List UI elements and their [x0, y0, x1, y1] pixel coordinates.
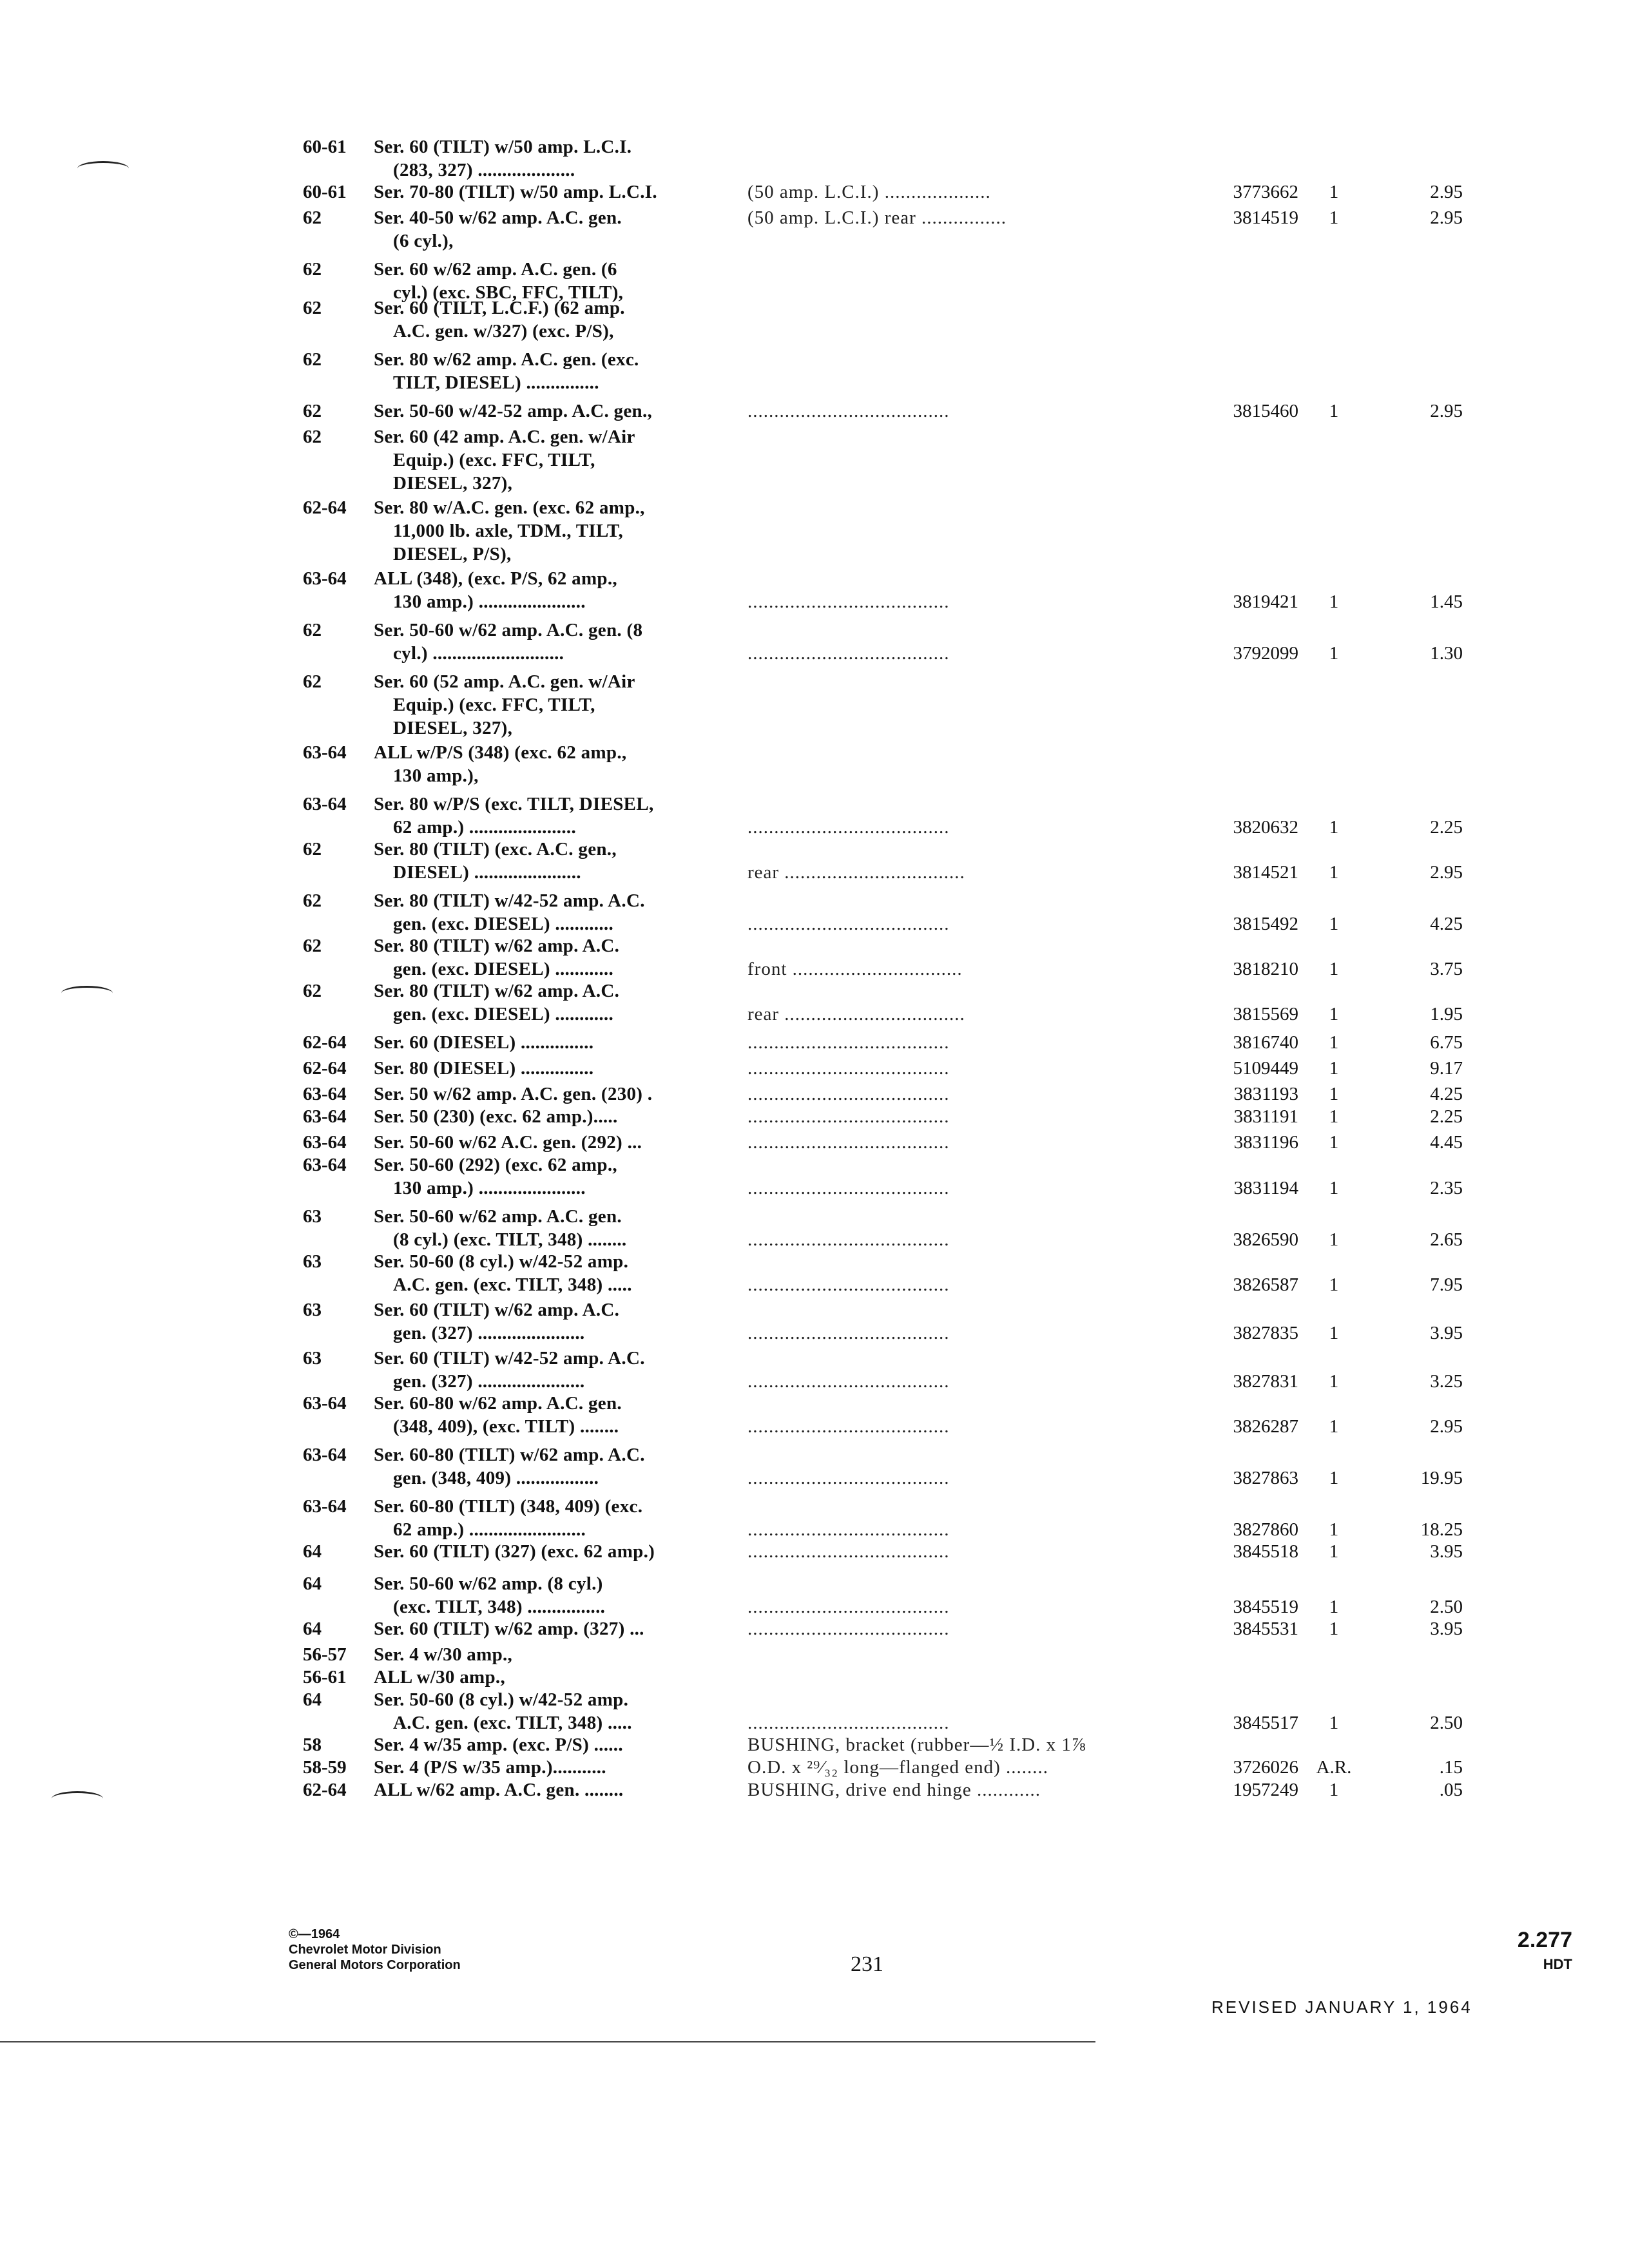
row-quantity: 1: [1329, 1032, 1339, 1053]
row-item-label: rear ..................................: [747, 862, 965, 883]
row-description-line: Ser. 50-60 (8 cyl.) w/42-52 amp.: [374, 1251, 629, 1272]
row-description-line: Ser. 50-60 w/62 amp. A.C. gen. (8: [374, 620, 643, 640]
row-item-label: ......................................: [747, 1274, 950, 1295]
row-description-line: 62 amp.) ........................: [393, 1519, 586, 1540]
row-description-line: Ser. 50-60 (8 cyl.) w/42-52 amp.: [374, 1689, 629, 1710]
row-quantity: 1: [1329, 591, 1339, 612]
row-part-number: 3814521: [1233, 862, 1298, 883]
row-quantity: 1: [1329, 1229, 1339, 1250]
row-item-label: (50 amp. L.C.I.) ....................: [747, 182, 991, 202]
row-year: 62: [303, 298, 322, 318]
row-quantity: 1: [1329, 1178, 1339, 1198]
row-part-number: 3831191: [1233, 1106, 1298, 1127]
row-price: 9.17: [1430, 1058, 1463, 1079]
row-item-label: O.D. x ²⁹⁄₃₂ long—flanged end) ........: [747, 1757, 1049, 1778]
row-description-line: Ser. 50-60 w/62 amp. (8 cyl.): [374, 1573, 603, 1594]
row-year: 63: [303, 1206, 322, 1227]
row-description-line: gen. (exc. DIESEL) ............: [393, 914, 613, 934]
row-year: 64: [303, 1619, 322, 1639]
row-quantity: 1: [1329, 914, 1339, 934]
row-description-line: 130 amp.) ......................: [393, 1178, 586, 1198]
row-year: 63-64: [303, 1155, 347, 1175]
row-year: 62: [303, 671, 322, 692]
row-year: 63-64: [303, 568, 347, 589]
row-description-line: DIESEL, P/S),: [393, 544, 512, 564]
row-part-number: 3816740: [1233, 1032, 1298, 1053]
copyright-line: ©—1964: [289, 1927, 340, 1941]
row-description-line: Ser. 80 (TILT) w/62 amp. A.C.: [374, 981, 620, 1001]
row-description-line: gen. (327) ......................: [393, 1323, 585, 1343]
row-year: 62: [303, 349, 322, 370]
row-item-label: ......................................: [747, 1416, 950, 1437]
row-description-line: DIESEL) ......................: [393, 862, 581, 883]
row-price: 2.25: [1430, 1106, 1463, 1127]
row-price: 19.95: [1420, 1468, 1463, 1488]
row-description-line: Ser. 60-80 (TILT) (348, 409) (exc.: [374, 1496, 643, 1517]
row-price: 4.45: [1430, 1132, 1463, 1153]
row-price: 6.75: [1430, 1032, 1463, 1053]
row-description-line: ALL w/62 amp. A.C. gen. ........: [374, 1780, 624, 1800]
row-description-line: Ser. 80 (TILT) (exc. A.C. gen.,: [374, 839, 617, 860]
row-year: 62-64: [303, 1032, 347, 1053]
row-description-line: Ser. 60 w/62 amp. A.C. gen. (6: [374, 259, 617, 280]
row-description-line: (283, 327) ....................: [393, 160, 575, 180]
row-price: 1.45: [1430, 591, 1463, 612]
revision-date: REVISED JANUARY 1, 1964: [1211, 1997, 1472, 2017]
row-description-line: Ser. 70-80 (TILT) w/50 amp. L.C.I.: [374, 182, 657, 202]
row-part-number: 3815460: [1233, 401, 1298, 421]
row-description-line: Ser. 60 (TILT, L.C.F.) (62 amp.: [374, 298, 625, 318]
row-quantity: 1: [1329, 1519, 1339, 1540]
row-part-number: 3826587: [1233, 1274, 1298, 1295]
row-price: 1.95: [1430, 1004, 1463, 1024]
row-description-line: gen. (exc. DIESEL) ............: [393, 959, 613, 979]
row-item-label: ......................................: [747, 914, 950, 934]
row-item-label: ......................................: [747, 643, 950, 664]
row-description-line: A.C. gen. (exc. TILT, 348) .....: [393, 1713, 632, 1733]
row-year: 63: [303, 1251, 322, 1272]
row-description-line: Ser. 60-80 w/62 amp. A.C. gen.: [374, 1393, 622, 1414]
row-quantity: 1: [1329, 1541, 1339, 1562]
row-description-line: DIESEL, 327),: [393, 718, 513, 738]
row-description-line: Equip.) (exc. FFC, TILT,: [393, 695, 595, 715]
row-year: 63-64: [303, 742, 347, 763]
row-quantity: 1: [1329, 1132, 1339, 1153]
row-description-line: A.C. gen. w/327) (exc. P/S),: [393, 321, 614, 341]
row-price: 2.95: [1430, 862, 1463, 883]
row-description-line: (exc. TILT, 348) ................: [393, 1597, 606, 1617]
row-item-label: ......................................: [747, 1132, 950, 1153]
copyright-block: [289, 1927, 461, 1973]
row-part-number: 3826287: [1233, 1416, 1298, 1437]
row-description-line: Ser. 60 (TILT) w/62 amp. A.C.: [374, 1300, 620, 1320]
row-year: 64: [303, 1541, 322, 1562]
row-description-line: (8 cyl.) (exc. TILT, 348) ........: [393, 1229, 627, 1250]
row-quantity: 1: [1329, 1274, 1339, 1295]
row-year: 58-59: [303, 1757, 347, 1778]
row-year: 63-64: [303, 1445, 347, 1465]
row-item-label: ......................................: [747, 1032, 950, 1053]
row-price: 2.50: [1430, 1713, 1463, 1733]
row-description-line: 130 amp.),: [393, 765, 479, 786]
row-description-line: Equip.) (exc. FFC, TILT,: [393, 450, 595, 470]
row-part-number: 3792099: [1233, 643, 1298, 664]
row-part-number: 3814519: [1233, 207, 1298, 228]
section-number: 2.277: [1517, 1928, 1572, 1952]
row-description-line: Ser. 60 (TILT) (327) (exc. 62 amp.): [374, 1541, 655, 1562]
row-price: .15: [1439, 1757, 1463, 1778]
punch-hole-mark: [52, 1791, 103, 1806]
row-description-line: Ser. 4 (P/S w/35 amp.)...........: [374, 1757, 606, 1778]
row-description-line: Ser. 80 w/62 amp. A.C. gen. (exc.: [374, 349, 639, 370]
row-year: 62-64: [303, 497, 347, 518]
row-item-label: ......................................: [747, 1229, 950, 1250]
row-year: 62: [303, 936, 322, 956]
section-subtitle: HDT: [1543, 1956, 1572, 1972]
row-year: 62: [303, 401, 322, 421]
row-description-line: Ser. 40-50 w/62 amp. A.C. gen.: [374, 207, 622, 228]
row-part-number: 3845517: [1233, 1713, 1298, 1733]
row-year: 63-64: [303, 1106, 347, 1127]
row-year: 63-64: [303, 1496, 347, 1517]
row-description-line: cyl.) (exc. SBC, FFC, TILT),: [393, 282, 624, 303]
row-year: 63-64: [303, 1393, 347, 1414]
row-year: 64: [303, 1689, 322, 1710]
row-description-line: 62 amp.) ......................: [393, 817, 576, 838]
row-description-line: Ser. 4 w/35 amp. (exc. P/S) ......: [374, 1735, 623, 1755]
row-item-label: BUSHING, bracket (rubber—½ I.D. x 1⅞: [747, 1735, 1086, 1755]
row-description-line: Ser. 50-60 w/62 amp. A.C. gen.: [374, 1206, 622, 1227]
row-price: 2.35: [1430, 1178, 1463, 1198]
row-description-line: ALL w/30 amp.,: [374, 1667, 506, 1687]
row-year: 63-64: [303, 1132, 347, 1153]
row-year: 62-64: [303, 1780, 347, 1800]
row-year: 62: [303, 620, 322, 640]
row-part-number: 3826590: [1233, 1229, 1298, 1250]
row-description-line: DIESEL, 327),: [393, 473, 513, 494]
row-price: 2.95: [1430, 401, 1463, 421]
row-price: 2.50: [1430, 1597, 1463, 1617]
row-year: 60-61: [303, 137, 347, 157]
punch-hole-mark: [77, 161, 129, 176]
row-description-line: gen. (327) ......................: [393, 1371, 585, 1392]
row-description-line: cyl.) ...........................: [393, 643, 564, 664]
row-item-label: ......................................: [747, 401, 950, 421]
row-part-number: 3815492: [1233, 914, 1298, 934]
row-part-number: 3831196: [1233, 1132, 1298, 1153]
row-description-line: gen. (348, 409) .................: [393, 1468, 599, 1488]
row-price: 3.75: [1430, 959, 1463, 979]
row-quantity: A.R.: [1316, 1757, 1352, 1778]
row-part-number: 3818210: [1233, 959, 1298, 979]
row-description-line: Ser. 80 w/A.C. gen. (exc. 62 amp.,: [374, 497, 645, 518]
row-description-line: Ser. 60 (TILT) w/42-52 amp. A.C.: [374, 1348, 645, 1369]
row-part-number: 3815569: [1233, 1004, 1298, 1024]
row-quantity: 1: [1329, 1371, 1339, 1392]
copyright-line: Chevrolet Motor Division: [289, 1943, 441, 1957]
row-year: 63: [303, 1348, 322, 1369]
row-price: 4.25: [1430, 1084, 1463, 1104]
row-year: 62: [303, 259, 322, 280]
row-price: 3.25: [1430, 1371, 1463, 1392]
row-quantity: 1: [1329, 1780, 1339, 1800]
row-part-number: 3726026: [1233, 1757, 1298, 1778]
row-price: 1.30: [1430, 643, 1463, 664]
row-item-label: ......................................: [747, 591, 950, 612]
row-part-number: 3827831: [1233, 1371, 1298, 1392]
row-description-line: Ser. 60 (TILT) w/62 amp. (327) ...: [374, 1619, 644, 1639]
row-price: 2.95: [1430, 182, 1463, 202]
row-price: 7.95: [1430, 1274, 1463, 1295]
row-item-label: ......................................: [747, 817, 950, 838]
row-item-label: ......................................: [747, 1468, 950, 1488]
row-description-line: ALL (348), (exc. P/S, 62 amp.,: [374, 568, 617, 589]
row-description-line: ALL w/P/S (348) (exc. 62 amp.,: [374, 742, 627, 763]
row-price: .05: [1439, 1780, 1463, 1800]
row-year: 62: [303, 890, 322, 911]
row-item-label: (50 amp. L.C.I.) rear ................: [747, 207, 1007, 228]
row-quantity: 1: [1329, 1106, 1339, 1127]
row-part-number: 3820632: [1233, 817, 1298, 838]
row-quantity: 1: [1329, 1058, 1339, 1079]
row-quantity: 1: [1329, 817, 1339, 838]
punch-hole-mark: [61, 986, 113, 1001]
row-item-label: ......................................: [747, 1058, 950, 1079]
row-item-label: rear ..................................: [747, 1004, 965, 1024]
row-description-line: Ser. 80 w/P/S (exc. TILT, DIESEL,: [374, 794, 654, 814]
row-part-number: 3831194: [1233, 1178, 1298, 1198]
row-year: 60-61: [303, 182, 347, 202]
row-item-label: ......................................: [747, 1597, 950, 1617]
row-year: 63-64: [303, 1084, 347, 1104]
row-item-label: ......................................: [747, 1084, 950, 1104]
row-description-line: Ser. 60 (TILT) w/50 amp. L.C.I.: [374, 137, 632, 157]
row-description-line: A.C. gen. (exc. TILT, 348) .....: [393, 1274, 632, 1295]
row-part-number: 3845518: [1233, 1541, 1298, 1562]
row-item-label: BUSHING, drive end hinge ............: [747, 1780, 1041, 1800]
row-part-number: 3773662: [1233, 182, 1298, 202]
row-description-line: Ser. 80 (TILT) w/62 amp. A.C.: [374, 936, 620, 956]
row-quantity: 1: [1329, 1084, 1339, 1104]
row-description-line: Ser. 50 (230) (exc. 62 amp.).....: [374, 1106, 618, 1127]
row-description-line: Ser. 50-60 (292) (exc. 62 amp.,: [374, 1155, 617, 1175]
row-part-number: 3845531: [1233, 1619, 1298, 1639]
row-quantity: 1: [1329, 643, 1339, 664]
row-year: 62: [303, 427, 322, 447]
row-price: 3.95: [1430, 1323, 1463, 1343]
row-part-number: 1957249: [1233, 1780, 1298, 1800]
row-description-line: Ser. 80 (DIESEL) ...............: [374, 1058, 594, 1079]
row-item-label: ......................................: [747, 1713, 950, 1733]
row-description-line: (6 cyl.),: [393, 231, 454, 251]
row-quantity: 1: [1329, 1323, 1339, 1343]
row-quantity: 1: [1329, 1713, 1339, 1733]
row-quantity: 1: [1329, 1468, 1339, 1488]
row-year: 63-64: [303, 794, 347, 814]
row-price: 18.25: [1420, 1519, 1463, 1540]
row-quantity: 1: [1329, 1004, 1339, 1024]
row-description-line: gen. (exc. DIESEL) ............: [393, 1004, 613, 1024]
row-item-label: ......................................: [747, 1541, 950, 1562]
row-year: 64: [303, 1573, 322, 1594]
row-description-line: Ser. 50-60 w/42-52 amp. A.C. gen.,: [374, 401, 653, 421]
row-part-number: 3831193: [1233, 1084, 1298, 1104]
row-description-line: Ser. 50-60 w/62 A.C. gen. (292) ...: [374, 1132, 642, 1153]
row-year: 63: [303, 1300, 322, 1320]
row-description-line: Ser. 60 (52 amp. A.C. gen. w/Air: [374, 671, 635, 692]
row-description-line: Ser. 60-80 (TILT) w/62 amp. A.C.: [374, 1445, 645, 1465]
row-year: 56-57: [303, 1644, 347, 1665]
row-quantity: 1: [1329, 182, 1339, 202]
row-price: 3.95: [1430, 1541, 1463, 1562]
row-part-number: 5109449: [1233, 1058, 1298, 1079]
copyright-line: General Motors Corporation: [289, 1958, 461, 1972]
row-item-label: ......................................: [747, 1619, 950, 1639]
row-quantity: 1: [1329, 1416, 1339, 1437]
row-description-line: Ser. 60 (42 amp. A.C. gen. w/Air: [374, 427, 635, 447]
row-description-line: (348, 409), (exc. TILT) ........: [393, 1416, 619, 1437]
row-price: 3.95: [1430, 1619, 1463, 1639]
row-part-number: 3827863: [1233, 1468, 1298, 1488]
row-description-line: Ser. 4 w/30 amp.,: [374, 1644, 513, 1665]
row-item-label: ......................................: [747, 1106, 950, 1127]
row-description-line: Ser. 50 w/62 amp. A.C. gen. (230) .: [374, 1084, 653, 1104]
row-year: 62-64: [303, 1058, 347, 1079]
row-price: 2.25: [1430, 817, 1463, 838]
row-item-label: front ................................: [747, 959, 963, 979]
row-item-label: ......................................: [747, 1371, 950, 1392]
row-description-line: Ser. 60 (DIESEL) ...............: [374, 1032, 594, 1053]
row-quantity: 1: [1329, 401, 1339, 421]
row-part-number: 3827860: [1233, 1519, 1298, 1540]
row-quantity: 1: [1329, 207, 1339, 228]
row-description-line: TILT, DIESEL) ...............: [393, 372, 599, 393]
row-year: 62: [303, 839, 322, 860]
row-item-label: ......................................: [747, 1178, 950, 1198]
page-number: 231: [851, 1952, 883, 1976]
row-part-number: 3827835: [1233, 1323, 1298, 1343]
row-item-label: ......................................: [747, 1519, 950, 1540]
row-year: 56-61: [303, 1667, 347, 1687]
row-price: 2.95: [1430, 207, 1463, 228]
row-item-label: ......................................: [747, 1323, 950, 1343]
row-quantity: 1: [1329, 959, 1339, 979]
row-description-line: 11,000 lb. axle, TDM., TILT,: [393, 521, 624, 541]
row-description-line: 130 amp.) ......................: [393, 591, 586, 612]
row-year: 62: [303, 981, 322, 1001]
row-price: 4.25: [1430, 914, 1463, 934]
row-part-number: 3845519: [1233, 1597, 1298, 1617]
row-part-number: 3819421: [1233, 591, 1298, 612]
row-quantity: 1: [1329, 1597, 1339, 1617]
row-description-line: Ser. 80 (TILT) w/42-52 amp. A.C.: [374, 890, 645, 911]
row-quantity: 1: [1329, 1619, 1339, 1639]
row-year: 62: [303, 207, 322, 228]
row-price: 2.65: [1430, 1229, 1463, 1250]
row-quantity: 1: [1329, 862, 1339, 883]
footer-rule: [0, 2041, 1095, 2042]
row-year: 58: [303, 1735, 322, 1755]
row-price: 2.95: [1430, 1416, 1463, 1437]
